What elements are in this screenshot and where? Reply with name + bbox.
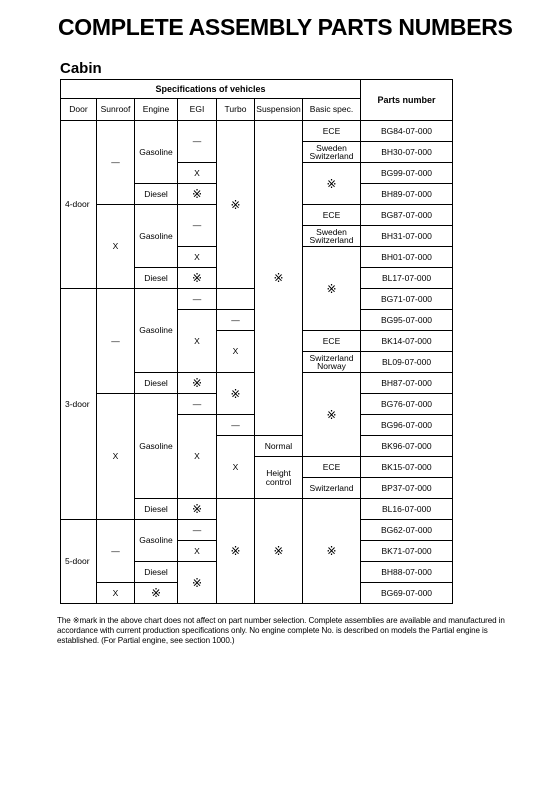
egi-cell: X bbox=[178, 541, 217, 562]
basic-spec-cell: ECE bbox=[303, 331, 361, 352]
egi-cell: — bbox=[178, 121, 217, 163]
part-number: BH89-07-000 bbox=[361, 184, 453, 205]
turbo-cell: X bbox=[217, 436, 255, 499]
col-header-door: Door bbox=[61, 99, 97, 121]
sunroof-cell: — bbox=[97, 121, 135, 205]
basic-spec-cell: ECE bbox=[303, 121, 361, 142]
basic-spec-cell: Sweden Switzerland bbox=[303, 226, 361, 247]
part-number: BK14-07-000 bbox=[361, 331, 453, 352]
part-number: BH30-07-000 bbox=[361, 142, 453, 163]
page-title: COMPLETE ASSEMBLY PARTS NUMBERS bbox=[58, 14, 513, 40]
part-number: BG99-07-000 bbox=[361, 163, 453, 184]
engine-cell: ※ bbox=[135, 583, 178, 604]
part-number: BG69-07-000 bbox=[361, 583, 453, 604]
suspension-cell: ※ bbox=[255, 121, 303, 436]
basic-spec-cell: ※ bbox=[303, 499, 361, 604]
egi-cell: — bbox=[178, 520, 217, 541]
part-number: BK96-07-000 bbox=[361, 436, 453, 457]
egi-cell: ※ bbox=[178, 268, 217, 289]
engine-cell: Diesel bbox=[135, 499, 178, 520]
suspension-cell: ※ bbox=[255, 499, 303, 604]
egi-cell: — bbox=[178, 205, 217, 247]
sunroof-cell: — bbox=[97, 289, 135, 394]
sunroof-cell: — bbox=[97, 520, 135, 583]
basic-spec-cell: ※ bbox=[303, 373, 361, 457]
egi-cell: X bbox=[178, 163, 217, 184]
basic-spec-cell: Switzerland Norway bbox=[303, 352, 361, 373]
part-number: BG62-07-000 bbox=[361, 520, 453, 541]
part-number: BL09-07-000 bbox=[361, 352, 453, 373]
egi-cell: X bbox=[178, 247, 217, 268]
suspension-cell: Height control bbox=[255, 457, 303, 499]
col-header-suspension: Suspension bbox=[255, 99, 303, 121]
engine-cell: Gasoline bbox=[135, 205, 178, 268]
turbo-cell: ※ bbox=[217, 499, 255, 604]
section-title: Cabin bbox=[60, 60, 102, 77]
part-number: BG76-07-000 bbox=[361, 394, 453, 415]
engine-cell: Diesel bbox=[135, 373, 178, 394]
parts-number-header: Parts number bbox=[361, 80, 453, 121]
part-number: BG71-07-000 bbox=[361, 289, 453, 310]
engine-cell: Diesel bbox=[135, 184, 178, 205]
part-number: BH01-07-000 bbox=[361, 247, 453, 268]
egi-cell: ※ bbox=[178, 562, 217, 604]
part-number: BH87-07-000 bbox=[361, 373, 453, 394]
col-header-egi: EGI bbox=[178, 99, 217, 121]
engine-cell: Diesel bbox=[135, 268, 178, 289]
engine-cell: Gasoline bbox=[135, 520, 178, 562]
turbo-cell: ※ bbox=[217, 373, 255, 415]
turbo-cell: X bbox=[217, 331, 255, 373]
col-header-engine: Engine bbox=[135, 99, 178, 121]
door-4door: 4-door bbox=[61, 121, 97, 289]
part-number: BG87-07-000 bbox=[361, 205, 453, 226]
part-number: BK71-07-000 bbox=[361, 541, 453, 562]
part-number: BK15-07-000 bbox=[361, 457, 453, 478]
engine-cell: Gasoline bbox=[135, 121, 178, 184]
part-number: BH31-07-000 bbox=[361, 226, 453, 247]
door-3door: 3-door bbox=[61, 289, 97, 520]
part-number: BL16-07-000 bbox=[361, 499, 453, 520]
parts-table bbox=[60, 79, 453, 604]
sunroof-cell: X bbox=[97, 205, 135, 289]
spec-header: Specifications of vehicles bbox=[61, 80, 361, 99]
egi-cell: X bbox=[178, 310, 217, 373]
part-number: BL17-07-000 bbox=[361, 268, 453, 289]
suspension-cell: Normal bbox=[255, 436, 303, 457]
part-number: BG96-07-000 bbox=[361, 415, 453, 436]
basic-spec-cell: ※ bbox=[303, 163, 361, 205]
basic-spec-cell: ECE bbox=[303, 205, 361, 226]
basic-spec-cell: Sweden Switzerland bbox=[303, 142, 361, 163]
egi-cell: ※ bbox=[178, 499, 217, 520]
col-header-sunroof: Sunroof bbox=[97, 99, 135, 121]
turbo-cell: ※ bbox=[217, 121, 255, 289]
door-5door: 5-door bbox=[61, 520, 97, 604]
egi-cell: — bbox=[178, 394, 217, 415]
turbo-cell: — bbox=[217, 310, 255, 331]
turbo-cell bbox=[217, 289, 255, 310]
part-number: BG84-07-000 bbox=[361, 121, 453, 142]
turbo-cell: — bbox=[217, 415, 255, 436]
egi-cell: ※ bbox=[178, 373, 217, 394]
egi-cell: — bbox=[178, 289, 217, 310]
part-number: BP37-07-000 bbox=[361, 478, 453, 499]
engine-cell: Gasoline bbox=[135, 394, 178, 499]
col-header-turbo: Turbo bbox=[217, 99, 255, 121]
part-number: BG95-07-000 bbox=[361, 310, 453, 331]
footnote: The ※mark in the above chart does not affect on part number selection. Complete assemblies are available and manufactured in accordance with current production specifications only. No engine complete No. is described on models the Partial engine is established. (For Partial engine, see section 1000.) bbox=[57, 616, 505, 645]
basic-spec-cell: Switzerland bbox=[303, 478, 361, 499]
sunroof-cell: X bbox=[97, 394, 135, 520]
col-header-basic-spec: Basic spec. bbox=[303, 99, 361, 121]
egi-cell: X bbox=[178, 415, 217, 499]
part-number: BH88-07-000 bbox=[361, 562, 453, 583]
basic-spec-cell: ECE bbox=[303, 457, 361, 478]
engine-cell: Diesel bbox=[135, 562, 178, 583]
egi-cell: ※ bbox=[178, 184, 217, 205]
sunroof-cell: X bbox=[97, 583, 135, 604]
engine-cell: Gasoline bbox=[135, 289, 178, 373]
basic-spec-cell: ※ bbox=[303, 247, 361, 331]
